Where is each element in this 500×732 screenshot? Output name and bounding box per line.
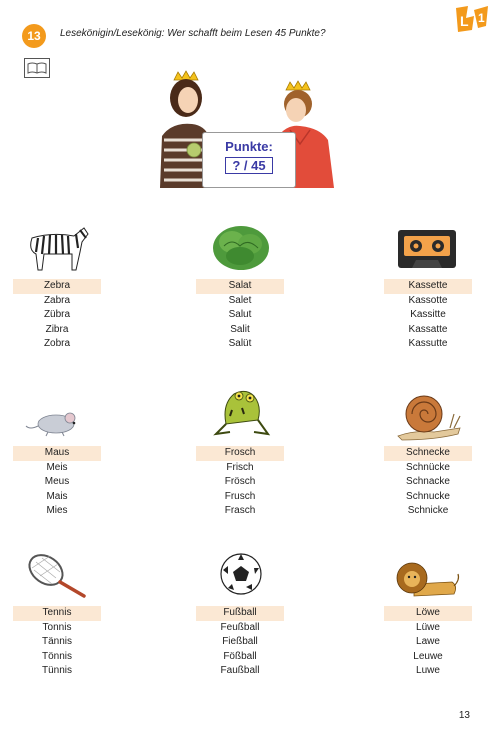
mouse-icon bbox=[22, 392, 92, 452]
cassette-icon bbox=[392, 220, 462, 280]
word-item: Faußball bbox=[220, 665, 260, 677]
word-item: Lawe bbox=[416, 636, 440, 648]
word-item: Frasch bbox=[224, 505, 256, 517]
word-item: Lüwe bbox=[416, 621, 440, 633]
word-item: Tönnis bbox=[41, 650, 72, 662]
word-item: Kassotte bbox=[408, 294, 448, 306]
word-item: Frisch bbox=[226, 461, 254, 473]
word-item: Salet bbox=[228, 294, 252, 306]
word-column-frog bbox=[196, 446, 284, 519]
salad-icon bbox=[206, 216, 276, 276]
word-item: Salüt bbox=[228, 338, 252, 350]
word-item: Schnicke bbox=[407, 505, 449, 517]
word-item: Frusch bbox=[224, 490, 256, 502]
lion-icon bbox=[392, 546, 462, 606]
word-item: Schnacke bbox=[406, 476, 450, 488]
word-column-cassette bbox=[384, 279, 472, 352]
l1-logo-icon bbox=[452, 4, 492, 36]
word-item: Zabra bbox=[43, 294, 71, 306]
word-item: Zübra bbox=[43, 309, 71, 321]
word-item: Fußball bbox=[196, 606, 284, 621]
points-board bbox=[202, 132, 296, 188]
word-item: Salit bbox=[230, 323, 250, 335]
page-number: 13 bbox=[458, 710, 470, 721]
word-item: Tünnis bbox=[41, 665, 72, 677]
points-label: Punkte: bbox=[225, 139, 273, 154]
book-icon bbox=[24, 58, 50, 78]
word-item: Schnücke bbox=[406, 461, 450, 473]
exercise-title: Lesekönigin/Lesekönig: Wer schafft beim Lesen 45 Punkte? bbox=[60, 28, 326, 39]
points-value: ? / 45 bbox=[225, 157, 272, 174]
word-item: Meus bbox=[44, 476, 70, 488]
word-item: Maus bbox=[13, 446, 101, 461]
word-column-salad bbox=[196, 279, 284, 352]
word-item: Luwe bbox=[416, 665, 440, 677]
svg-text:L: L bbox=[460, 13, 469, 29]
word-item: Tennis bbox=[13, 606, 101, 621]
word-column-snail bbox=[384, 446, 472, 519]
tennis-racket-icon bbox=[22, 548, 92, 608]
word-item: Kassutte bbox=[408, 338, 448, 350]
zebra-icon bbox=[22, 218, 92, 278]
frog-icon bbox=[206, 380, 276, 440]
word-item: Salat bbox=[196, 279, 284, 294]
word-column-lion bbox=[384, 606, 472, 679]
word-item: Salut bbox=[228, 309, 252, 321]
word-item: Frosch bbox=[196, 446, 284, 461]
word-item: Kassette bbox=[384, 279, 472, 294]
word-item: Zibra bbox=[45, 323, 69, 335]
word-item: Tonnis bbox=[42, 621, 72, 633]
exercise-number-badge: 13 bbox=[22, 24, 46, 48]
word-column-zebra bbox=[13, 279, 101, 352]
soccer-ball-icon bbox=[206, 542, 276, 602]
word-item: Meis bbox=[46, 461, 68, 473]
word-item: Löwe bbox=[384, 606, 472, 621]
word-item: Fößball bbox=[223, 650, 257, 662]
word-item: Leuwe bbox=[413, 650, 443, 662]
word-item: Mais bbox=[46, 490, 68, 502]
word-column-mouse bbox=[13, 446, 101, 519]
word-column-tennis bbox=[13, 606, 101, 679]
word-item: Fießball bbox=[222, 636, 258, 648]
word-item: Schnucke bbox=[406, 490, 450, 502]
word-item: Schnecke bbox=[384, 446, 472, 461]
word-item: Kassitte bbox=[410, 309, 446, 321]
word-column-soccer-ball bbox=[196, 606, 284, 679]
word-item: Zebra bbox=[13, 279, 101, 294]
word-item: Feußball bbox=[220, 621, 260, 633]
word-item: Tännis bbox=[41, 636, 72, 648]
word-item: Kassatte bbox=[408, 323, 448, 335]
word-item: Mies bbox=[46, 505, 68, 517]
svg-text:1: 1 bbox=[478, 11, 485, 25]
word-item: Zobra bbox=[43, 338, 71, 350]
snail-icon bbox=[394, 384, 464, 444]
word-item: Frösch bbox=[224, 476, 256, 488]
